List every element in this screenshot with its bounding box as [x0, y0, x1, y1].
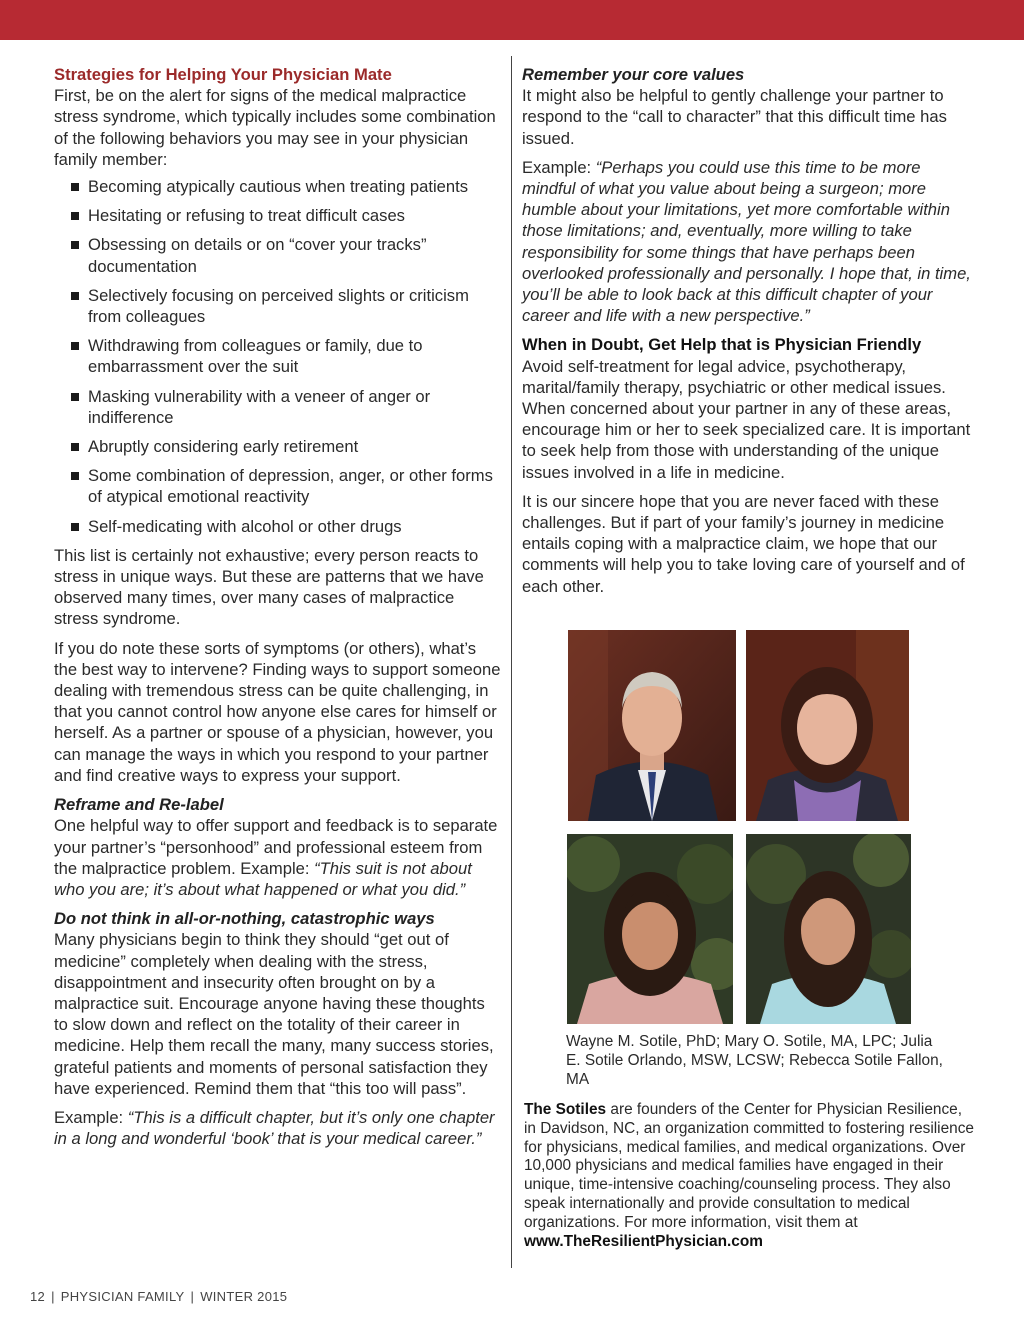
paragraph-intervene: If you do note these sorts of symptoms (or others), what’s the best way to intervene? Finding ways to support someone dealing with tremendous stress can be quite challenging, in that you cannot control how anyone else cares for himself or herself. As a partner or spouse of a physician, however, you can manage the ways in which you respond to your partner and find creative ways to express your support. — [54, 638, 501, 785]
values-example-label: Example: — [522, 157, 596, 177]
subheading-core-values: Remember your core values — [522, 65, 745, 84]
page-number: 12 — [30, 1289, 46, 1304]
top-banner — [0, 0, 1024, 40]
left-column — [54, 64, 502, 1157]
example-quote: “This is a difficult chapter, but it’s only one chapter in a long and wonderful ‘book’ that is your medical career.” — [54, 1107, 495, 1149]
list-item: Some combination of depression, anger, or other forms of atypical emotional reactivity — [54, 465, 502, 507]
paragraph-reframe — [54, 815, 502, 900]
paragraph-get-help: Avoid self-treatment for legal advice, psychotherapy, marital/family therapy, psychiatric or other medical issues. When concerned about your partner in any of these areas, encourage him or her to seek specialized care. It is important to seek help from those with understanding of the unique issues involved in a life in medicine. — [522, 356, 971, 482]
author-photo-mary — [746, 630, 909, 821]
issue-label: WINTER 2015 — [200, 1289, 288, 1304]
bio-text: are founders of the Center for Physician Resilience, in Davidson, NC, an organization committed to fostering resilience for physicians, medical families, and medical organizations. Over 10,000 physicians and medical families have engaged in their unique, time-intensive coaching/counseling process. They also speak internationally and provide consultation to medical organizations. For more information, visit them at — [524, 1101, 974, 1231]
author-photo-grid — [567, 630, 911, 1024]
values-example-quote: “Perhaps you could use this time to be more mindful of what you value about being a surgeon; more humble about your limitations, yet more comfortable within those limitations; and, eventually, more willing to take responsibility for some things that have perhaps been overlooked professionally and personally. I hope that, in time, you’ll be able to look back at this difficult chapter of your career and life with a new perspective.” — [522, 157, 971, 326]
author-photo-rebecca — [746, 834, 911, 1024]
list-item: Becoming atypically cautious when treating patients — [54, 176, 502, 197]
list-item: Selectively focusing on perceived slights or criticism from colleagues — [54, 285, 502, 327]
paragraph-not-exhaustive: This list is certainly not exhaustive; every person reacts to stress in unique ways. But these are patterns that we have observed many times, over many cases of malpractice stress syndrome. — [54, 545, 484, 629]
list-item: Self-medicating with alcohol or other drugs — [54, 516, 502, 537]
author-photo-wayne — [568, 630, 736, 821]
paragraph-core-values: It might also be helpful to gently challenge your partner to respond to the “call to character” that this difficult time has issued. — [522, 86, 947, 148]
subheading-all-or-nothing: Do not think in all-or-nothing, catastrophic ways — [54, 909, 435, 929]
paragraph-all-or-nothing: Many physicians begin to think they should “get out of medicine” completely when dealing with the stress, disappointment and insecurity often brought on by a malpractice suit. Encourage anyone having these thoughts to slow down and reflect on the totality of their career in medicine. Help them recall the many, many success stories, grateful patients and moments of personal satisfaction they have experienced. Remind them that “this too will pass”. — [54, 930, 494, 1098]
page-footer: 12 | PHYSICIAN FAMILY | WINTER 2015 — [30, 1289, 288, 1304]
paragraph-values-example — [522, 157, 972, 327]
photo-caption: Wayne M. Sotile, PhD; Mary O. Sotile, MA, LPC; Julia E. Sotile Orlando, MSW, LCSW; Rebecca Sotile Fallon, MA — [566, 1033, 943, 1088]
section-heading-strategies: Strategies for Helping Your Physician Mate — [54, 65, 392, 84]
bio-name: The Sotiles — [524, 1101, 607, 1118]
reframe-quote: “This suit is not about who you are; it’s about what happened or what you did.” — [54, 858, 472, 899]
symptom-list — [54, 176, 502, 537]
column-divider — [511, 56, 512, 1268]
example-label: Example: — [54, 1107, 128, 1127]
list-item: Hesitating or refusing to treat difficult cases — [54, 205, 502, 226]
subheading-reframe: Reframe and Re-label — [54, 795, 224, 815]
list-item: Obsessing on details or on “cover your tracks” documentation — [54, 234, 502, 276]
list-item: Abruptly considering early retirement — [54, 436, 502, 457]
list-item: Masking vulnerability with a veneer of anger or indifference — [54, 386, 502, 428]
list-item: Withdrawing from colleagues or family, due to embarrassment over the suit — [54, 335, 502, 377]
subheading-get-help: When in Doubt, Get Help that is Physician Friendly — [522, 335, 922, 355]
right-column — [522, 64, 972, 605]
reframe-text: One helpful way to offer support and feedback is to separate your partner’s “personhood” and professional esteem from the malpractice problem. Example: — [54, 816, 498, 878]
paragraph-closing: It is our sincere hope that you are never faced with these challenges. But if part of your family’s journey in medicine entails coping with a malpractice claim, we hope that our comments will help you to take loving care of yourself and of each other. — [522, 491, 965, 596]
publication-name: PHYSICIAN FAMILY — [60, 1289, 185, 1304]
author-bio — [524, 1101, 974, 1251]
intro-paragraph: First, be on the alert for signs of the medical malpractice stress syndrome, which typically includes some combination of the following behaviors you may see in your physician family member: — [54, 86, 496, 169]
author-photo-julia — [567, 834, 733, 1024]
paragraph-example-chapter — [54, 1107, 502, 1149]
website-link[interactable]: www.TheResilientPhysician.com — [524, 1232, 763, 1250]
